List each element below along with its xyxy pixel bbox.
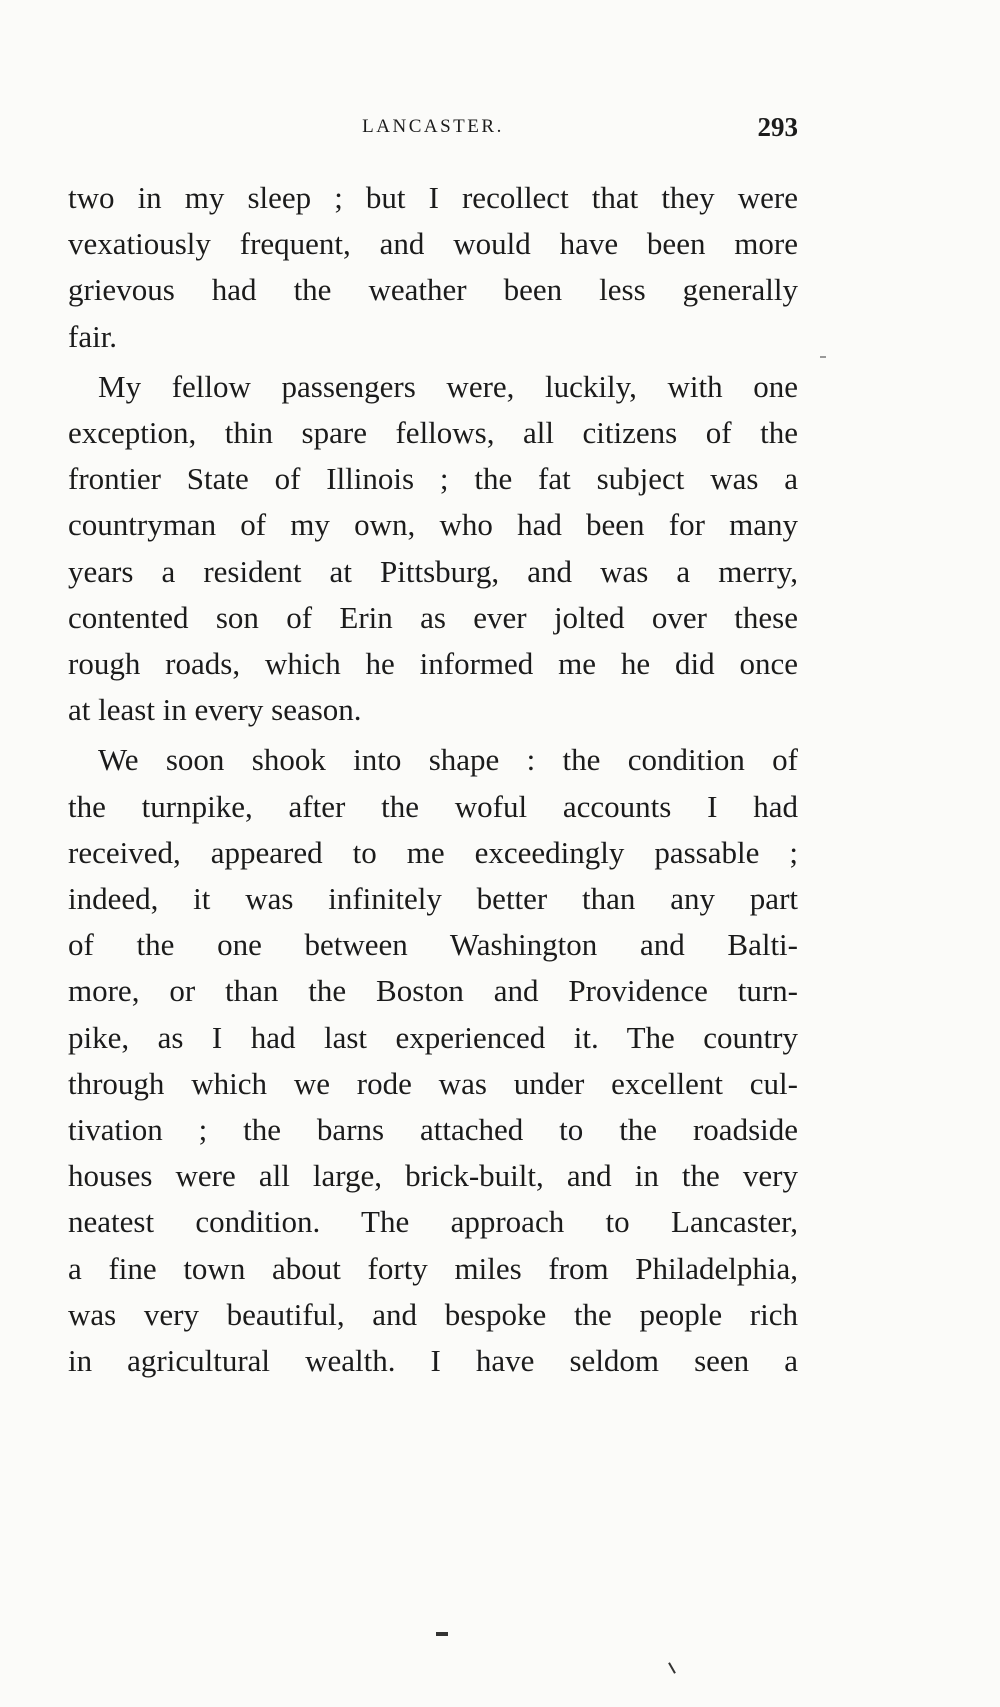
text-line: neatest condition. The approach to Lancaster,: [68, 1204, 798, 1240]
text-line: received, appeared to me exceedingly passable ;: [68, 834, 798, 870]
paragraph: [68, 737, 798, 1384]
text-line: more, or than the Boston and Providence turn-: [68, 973, 798, 1009]
text-line: years a resident at Pittsburg, and was a merry,: [68, 553, 798, 589]
printer-mark: [436, 1632, 448, 1636]
body-text: [68, 175, 798, 1388]
text-line: contented son of Erin as ever jolted over these: [68, 599, 798, 635]
paragraph: [68, 175, 798, 360]
page-number: 293: [757, 112, 798, 142]
text-line: two in my sleep ; but I recollect that they were: [68, 180, 798, 215]
text-line: pike, as I had last experienced it. The country: [68, 1019, 798, 1055]
text-line: grievous had the weather been less generally: [68, 272, 798, 308]
text-line: vexatiously frequent, and would have been more: [68, 226, 798, 262]
text-line: houses were all large, brick-built, and in the very: [68, 1158, 798, 1194]
text-line: a fine town about forty miles from Philadelphia,: [68, 1250, 798, 1286]
text-line: of the one between Washington and Balti-: [68, 927, 798, 963]
text-line: We soon shook into shape : the condition of: [98, 742, 798, 778]
stray-mark: [668, 1662, 676, 1673]
running-head: LANCASTER.: [362, 116, 504, 137]
text-line: tivation ; the barns attached to the roadside: [68, 1112, 798, 1148]
page-header: [68, 112, 798, 146]
text-line: exception, thin spare fellows, all citizens of the: [68, 415, 798, 451]
text-line: the turnpike, after the woful accounts I had: [68, 788, 798, 824]
text-line: fair.: [68, 318, 118, 354]
text-line: My fellow passengers were, luckily, with one: [98, 368, 798, 404]
text-line: countryman of my own, who had been for many: [68, 507, 798, 543]
text-line: rough roads, which he informed me he did once: [68, 646, 798, 682]
paragraph: [68, 364, 798, 734]
text-line: indeed, it was infinitely better than any part: [68, 881, 798, 917]
text-line: at least in every season.: [68, 692, 362, 728]
text-line: through which we rode was under excellent cul-: [68, 1065, 798, 1101]
text-line: frontier State of Illinois ; the fat subject was a: [68, 461, 798, 497]
text-line: in agricultural wealth. I have seldom seen a: [68, 1343, 798, 1379]
text-line: was very beautiful, and bespoke the people rich: [68, 1296, 798, 1332]
stray-mark: [820, 356, 826, 358]
